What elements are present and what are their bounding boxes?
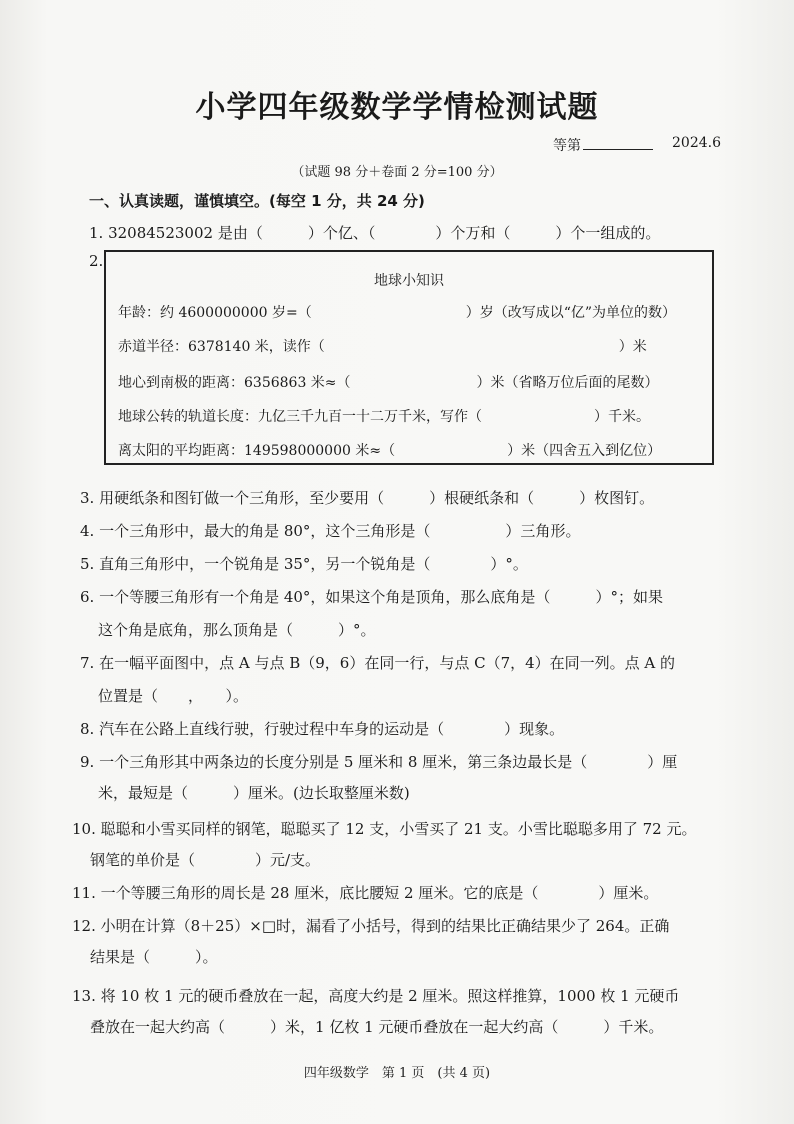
question-11: 11. 一个等腰三角形的周长是 28 厘米，底比腰短 2 厘米。它的底是（ ）厘米。	[72, 884, 659, 902]
question-9-line-2: 米，最短是（ ）厘米。(边长取整厘米数)	[98, 784, 410, 802]
earth-knowledge-box	[104, 250, 714, 465]
question-12-line-2: 结果是（ ）。	[90, 948, 218, 966]
question-9-line-1: 9. 一个三角形其中两条边的长度分别是 5 厘米和 8 厘米，第三条边最长是（ ）厘	[80, 753, 678, 771]
question-2-number: 2.	[89, 252, 104, 270]
knowledge-row-orbit: 地球公转的轨道长度：九亿三千九百一十二万千米，写作（ ）千米。	[118, 409, 650, 425]
question-10-line-2: 钢笔的单价是（ ）元/支。	[90, 851, 321, 869]
question-4: 4. 一个三角形中，最大的角是 80°，这个三角形是（ ）三角形。	[80, 522, 581, 540]
question-3: 3. 用硬纸条和图钉做一个三角形，至少要用（ ）根硬纸条和（ ）枚图钉。	[80, 489, 655, 507]
question-12-line-1: 12. 小明在计算（8＋25）×□时，漏看了小括号，得到的结果比正确结果少了 264。正确	[72, 917, 670, 935]
knowledge-row-radius: 赤道半径：6378140 米，读作（ ）米	[118, 339, 647, 355]
question-7-line-1: 7. 在一幅平面图中，点 A 与点 B（9，6）在同一行，与点 C（7，4）在同一列。点 A 的	[80, 654, 676, 672]
knowledge-row-age: 年龄：约 4600000000 岁=（ ）岁（改写成以“亿”为单位的数）	[118, 305, 677, 321]
question-6-line-1: 6. 一个等腰三角形有一个角是 40°，如果这个角是顶角，那么底角是（ ）°；如果	[80, 588, 663, 606]
knowledge-box-title: 地球小知识	[374, 273, 444, 289]
question-8: 8. 汽车在公路上直线行驶，行驶过程中车身的运动是（ ）现象。	[80, 720, 565, 738]
question-7-line-2: 位置是（ ， ）。	[98, 687, 249, 705]
score-note: （试题 98 分＋卷面 2 分=100 分）	[291, 165, 503, 180]
question-5: 5. 直角三角形中，一个锐角是 35°，另一个锐角是（ ）°。	[80, 555, 528, 573]
question-13-line-2: 叠放在一起大约高（ ）米，1 亿枚 1 元硬币叠放在一起大约高（ ）千米。	[90, 1018, 664, 1036]
grade-blank[interactable]	[583, 137, 653, 150]
question-1: 1. 32084523002 是由（ ）个亿、（ ）个万和（ ）个一组成的。	[89, 224, 661, 242]
grade-label: 等第	[553, 138, 581, 154]
question-10-line-1: 10. 聪聪和小雪买同样的钢笔，聪聪买了 12 支，小雪买了 21 支。小雪比聪聪多用了 72 元。	[72, 820, 697, 838]
knowledge-row-sun-distance: 离太阳的平均距离：149598000000 米≈（ ）米（四舍五入到亿位）	[118, 443, 662, 459]
page-title: 小学四年级数学学情检测试题	[195, 90, 599, 125]
grade-field	[553, 135, 653, 155]
knowledge-row-pole-distance: 地心到南极的距离：6356863 米≈（ ）米（省略万位后面的尾数）	[118, 375, 659, 391]
page-footer: 四年级数学 第 1 页 (共 4 页)	[303, 1066, 491, 1081]
section-heading: 一、认真读题，谨慎填空。(每空 1 分，共 24 分)	[89, 192, 425, 210]
question-6-line-2: 这个角是底角，那么顶角是（ ）°。	[98, 621, 376, 639]
exam-date: 2024.6	[672, 135, 721, 151]
question-13-line-1: 13. 将 10 枚 1 元的硬币叠放在一起，高度大约是 2 厘米。照这样推算，1000 枚 1 元硬币	[72, 987, 680, 1005]
